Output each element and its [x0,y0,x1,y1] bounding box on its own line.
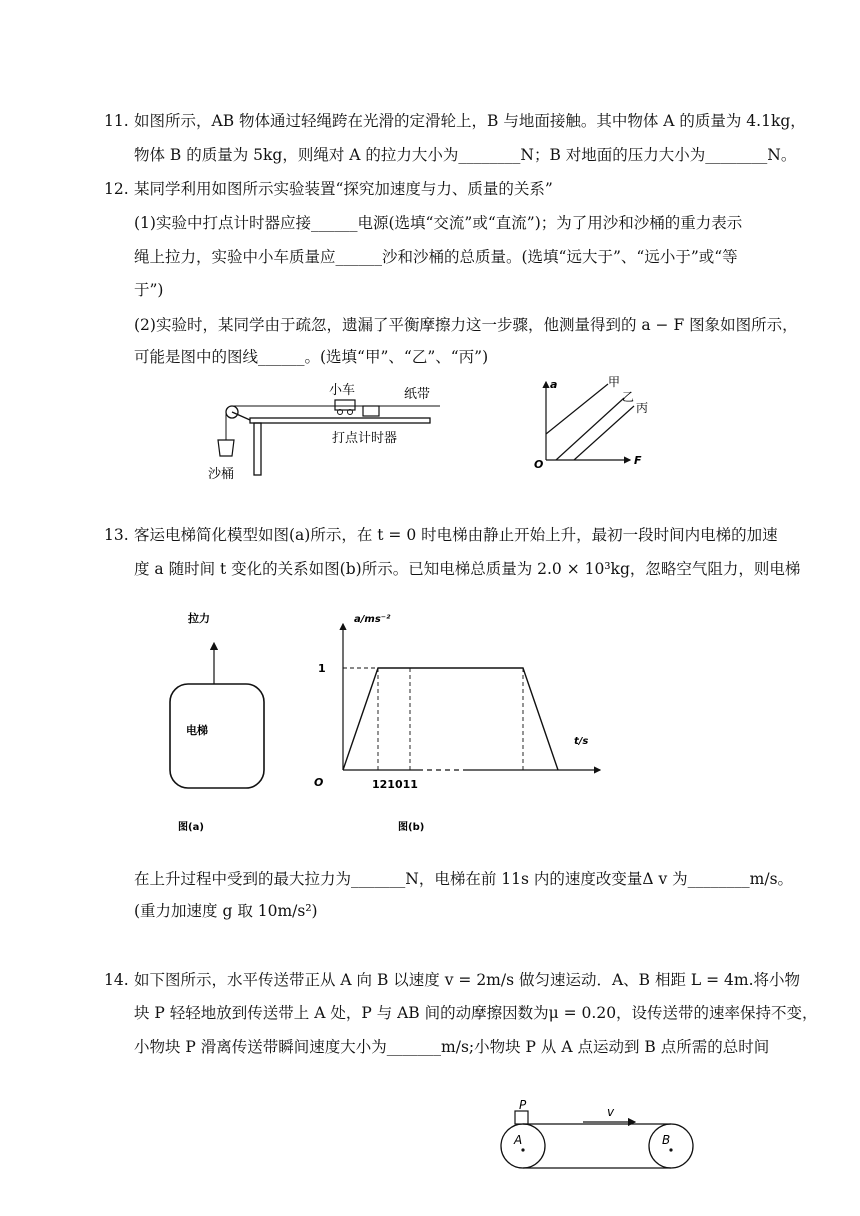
q12-line4: 于”) [134,281,164,299]
q13-number: 13. [104,526,129,544]
q13-line1: 客运电梯简化模型如图(a)所示，在 t = 0 时电梯由静止开始上升，最初一段时间内电梯的加速 [134,526,778,544]
axis-f-label: F [634,454,642,467]
force-label: 拉力 [188,612,210,625]
line-bing [574,406,634,460]
apparatus-figure [200,376,460,486]
q13-line4: (重力加速度 g 取 10m/s²) [134,902,318,920]
q12-line6: 可能是图中的图线______。(选填“甲”、“乙”、“丙”) [134,348,489,366]
bucket-label: 沙桶 [208,467,235,482]
jia-label: 甲 [608,375,621,389]
q12-line2: (1)实验中打点计时器应接______电源(选填“交流”或“直流”)；为了用沙和沙桶的重力表示 [134,214,743,232]
label-v: v [607,1105,615,1119]
q12-line1: 某同学利用如图所示实验装置“探究加速度与力、质量的关系” [134,180,553,198]
q12-line5: (2)实验时，某同学由于疏忽，遗漏了平衡摩擦力这一步骤，他测量得到的 a − F 图象如图所示， [134,316,798,334]
q11-line2: 物体 B 的质量为 5kg，则绳对 A 的拉力大小为________N；B 对地面的压力大小为________N。 [134,146,797,164]
q14-number: 14. [104,971,129,989]
timer-label: 打点计时器 [332,431,398,446]
tape-label: 纸带 [404,387,431,402]
x-tick-labels: 121011 [372,778,418,791]
bing-label: 丙 [636,401,649,415]
elevator-figure [160,604,290,840]
caption-b: 图(b) [398,822,425,833]
q11-number: 11. [104,112,129,130]
yi-label: 乙 [622,390,635,404]
label-p: P [519,1100,527,1112]
origin-label: O [534,458,544,471]
y-tick-1: 1 [318,662,326,675]
cart-label: 小车 [329,383,356,398]
q12-number: 12. [104,180,129,198]
elevator-label: 电梯 [186,724,208,737]
q14-line3: 小物块 P 滑离传送带瞬间速度大小为_______m/s;小物块 P 从 A 点运动到 B 点所需的总时间 [134,1038,770,1056]
graph-origin: O [314,776,324,789]
acceleration-graph [310,604,602,840]
q14-line1: 如下图所示，水平传送带正从 A 向 B 以速度 v = 2m/s 做匀速运动．A、B 相距 L = 4m.将小物 [134,971,801,989]
label-a: A [514,1133,523,1147]
line-yi [556,398,624,460]
acceleration-curve [343,668,558,770]
conveyor-figure [495,1100,700,1172]
line-jia [546,384,608,434]
label-b: B [662,1133,671,1147]
caption-a: 图(a) [178,822,204,833]
x-unit-label: t/s [574,736,589,747]
y-unit-label: a/ms⁻² [354,614,391,625]
axis-a-label: a [550,378,558,391]
q12-line3: 绳上拉力，实验中小车质量应______沙和沙桶的总质量。(选填“远大于”、“远小于”或“等 [134,248,738,266]
q14-line2: 块 P 轻轻地放到传送带上 A 处，P 与 AB 间的动摩擦因数为μ = 0.20，设传送带的速率保持不变， [134,1004,818,1022]
q13-line3: 在上升过程中受到的最大拉力为_______N，电梯在前 11s 内的速度改变量Δ v 为________m/s。 [134,870,794,888]
q13-line2: 度 a 随时间 t 变化的关系如图(b)所示。已知电梯总质量为 2.0 × 10³kg，忽略空气阻力，则电梯 [134,560,801,578]
q11-line1: 如图所示，AB 物体通过轻绳跨在光滑的定滑轮上，B 与地面接触。其中物体 A 的质量为 4.1kg， [134,112,806,130]
block-p [515,1111,528,1124]
a-f-graph [530,374,660,474]
